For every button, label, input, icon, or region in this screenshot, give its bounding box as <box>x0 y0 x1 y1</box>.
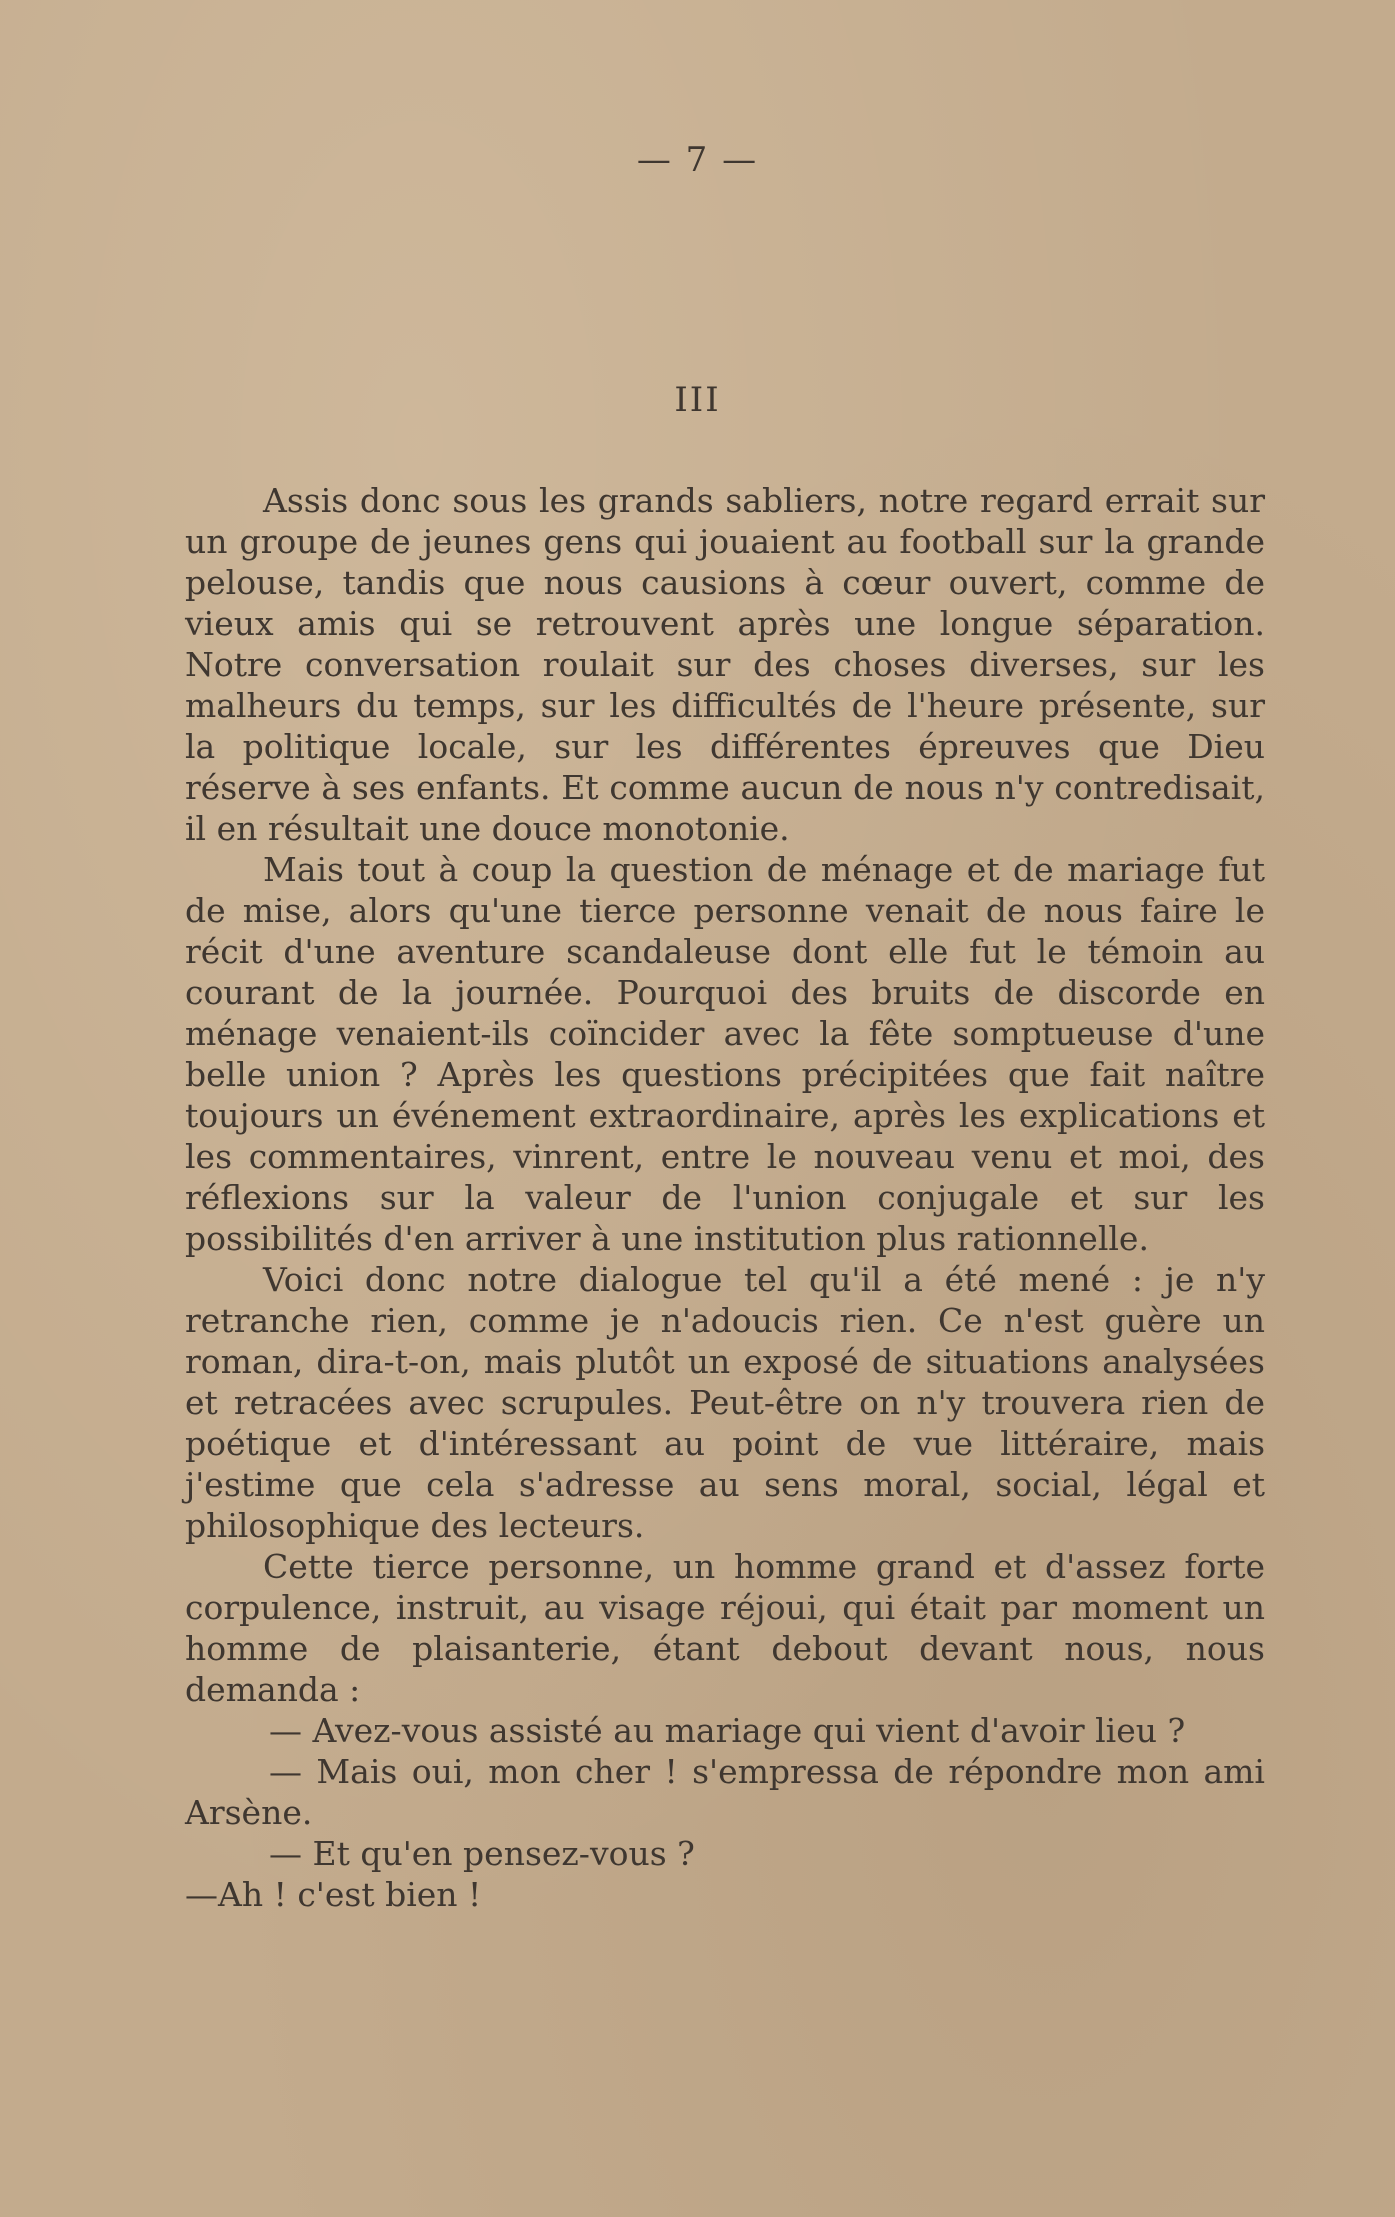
dialogue-line-3: — Et qu'en pensez-vous ? <box>269 1834 695 1873</box>
page-number: — 7 — <box>636 140 759 180</box>
chapter-heading: III <box>674 380 721 420</box>
body-text <box>185 480 1265 1915</box>
dialogue-line-2: — Mais oui, mon cher ! s'empressa de répondre mon ami Arsène. <box>185 1752 1265 1832</box>
paragraph-2: Mais tout à coup la question de ménage et de mariage fut de mise, alors qu'une tierce personne venait de nous faire le récit d'une aventure scandaleuse dont elle fut le témoin au courant de la journée. Pourquoi des bruits de discorde en ménage venaient-ils coïncider avec la fête somptueuse d'une belle union ? Après les questions précipitées que fait naître toujours un événement extraordinaire, après les explications et les commentaires, vinrent, entre le nouveau venu et moi, des réflexions sur la valeur de l'union conjugale et sur les possibilités d'en arriver à une institution plus rationnelle. <box>185 850 1265 1258</box>
dialogue-line-1: — Avez-vous assisté au mariage qui vient d'avoir lieu ? <box>269 1711 1186 1750</box>
paragraph-1: Assis donc sous les grands sabliers, notre regard errait sur un groupe de jeunes gens qui jouaient au football sur la grande pelouse, tandis que nous causions à cœur ouvert, comme de vieux amis qui se retrouvent après une longue séparation. Notre conversation roulait sur des choses diverses, sur les malheurs du temps, sur les difficultés de l'heure présente, sur la politique locale, sur les différentes épreuves que Dieu réserve à ses enfants. Et comme aucun de nous n'y contredisait, il en résultait une douce monotonie. <box>185 481 1265 848</box>
paragraph-4: Cette tierce personne, un homme grand et d'assez forte corpulence, instruit, au visage réjoui, qui était par moment un homme de plaisanterie, étant debout devant nous, nous demanda : <box>185 1547 1265 1709</box>
dialogue-line-4: —Ah ! c'est bien ! <box>185 1875 482 1914</box>
paragraph-3: Voici donc notre dialogue tel qu'il a été mené : je n'y retranche rien, comme je n'adoucis rien. Ce n'est guère un roman, dira-t-on, mais plutôt un exposé de situations analysées et retracées avec scrupules. Peut-être on n'y trouvera rien de poétique et d'intéressant au point de vue littéraire, mais j'estime que cela s'adresse au sens moral, social, légal et philosophique des lecteurs. <box>185 1260 1265 1545</box>
